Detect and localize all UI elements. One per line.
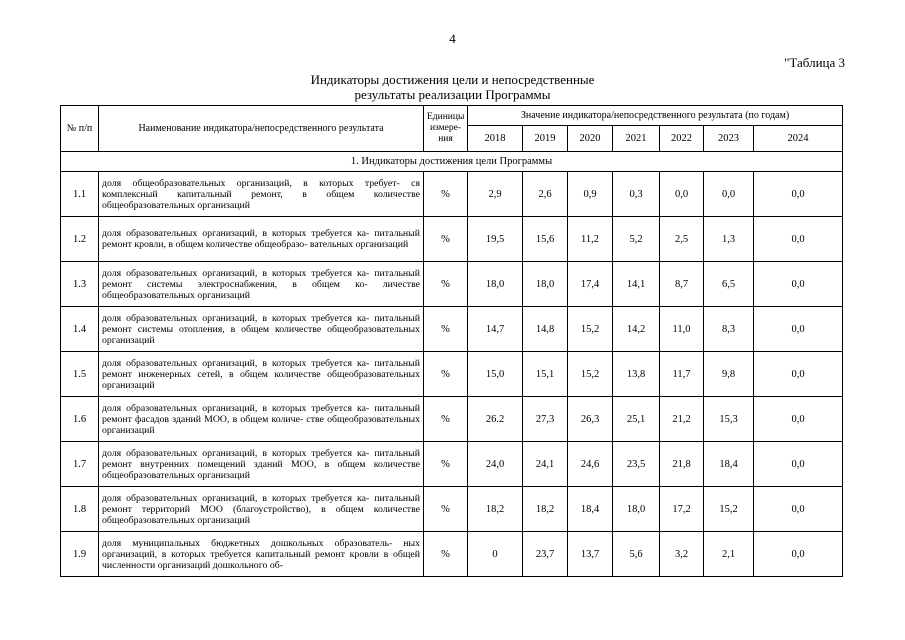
- table-row: [61, 487, 843, 532]
- unit-cell: %: [424, 172, 468, 217]
- value-cell-2024: 0,0: [754, 397, 843, 442]
- row-number: 1.8: [61, 487, 99, 532]
- value-cell-2021: 14,1: [613, 262, 660, 307]
- value-cell-2024: 0,0: [754, 217, 843, 262]
- value-cell-2022: 3,2: [660, 532, 704, 577]
- table-title-line-1: Индикаторы достижения цели и непосредственные: [310, 72, 595, 87]
- row-number: 1.4: [61, 307, 99, 352]
- row-number: 1.2: [61, 217, 99, 262]
- value-cell-2021: 18,0: [613, 487, 660, 532]
- indicator-name: доля образовательных организаций, в которых требуется ка- питальный ремонт территорий МОО (благоустройство), в общем количестве общеобразовательных организаций: [99, 487, 424, 532]
- value-cell-2020: 26,3: [568, 397, 613, 442]
- row-number: 1.9: [61, 532, 99, 577]
- value-cell-2020: 0,9: [568, 172, 613, 217]
- value-cell-2019: 27,3: [523, 397, 568, 442]
- value-cell-2018: 19,5: [468, 217, 523, 262]
- header-year-2022: 2022: [660, 126, 704, 152]
- value-cell-2020: 15,2: [568, 352, 613, 397]
- header-year-2020: 2020: [568, 126, 613, 152]
- unit-cell: %: [424, 532, 468, 577]
- value-cell-2022: 21,8: [660, 442, 704, 487]
- indicator-name: доля образовательных организаций, в которых требуется ка- питальный ремонт системы отопления, в общем количестве общеобразовательных организаций: [99, 307, 424, 352]
- value-cell-2020: 13,7: [568, 532, 613, 577]
- value-cell-2023: 15,2: [704, 487, 754, 532]
- value-cell-2018: 24,0: [468, 442, 523, 487]
- value-cell-2020: 24,6: [568, 442, 613, 487]
- indicator-name: доля муниципальных бюджетных дошкольных образователь- ных организаций, в которых требуется капитальный ремонт кровли в общей численности организаций дошкольного об-: [99, 532, 424, 577]
- header-name: Наименование индикатора/непосредственного результата: [99, 106, 424, 152]
- unit-cell: %: [424, 487, 468, 532]
- indicators-table: [60, 105, 843, 577]
- value-cell-2021: 5,2: [613, 217, 660, 262]
- value-cell-2019: 2,6: [523, 172, 568, 217]
- value-cell-2019: 18,2: [523, 487, 568, 532]
- value-cell-2024: 0,0: [754, 352, 843, 397]
- unit-cell: %: [424, 217, 468, 262]
- value-cell-2024: 0,0: [754, 307, 843, 352]
- indicator-name: доля образовательных организаций, в которых требуется ка- питальный ремонт системы электроснабжения, в общем ко- личестве общеобразовательных организаций: [99, 262, 424, 307]
- value-cell-2020: 11,2: [568, 217, 613, 262]
- row-number: 1.7: [61, 442, 99, 487]
- value-cell-2024: 0,0: [754, 442, 843, 487]
- value-cell-2019: 23,7: [523, 532, 568, 577]
- header-year-2018: 2018: [468, 126, 523, 152]
- value-cell-2019: 14,8: [523, 307, 568, 352]
- unit-cell: %: [424, 352, 468, 397]
- value-cell-2023: 18,4: [704, 442, 754, 487]
- table-row: [61, 307, 843, 352]
- value-cell-2018: 18,2: [468, 487, 523, 532]
- value-cell-2022: 8,7: [660, 262, 704, 307]
- value-cell-2022: 11,0: [660, 307, 704, 352]
- value-cell-2020: 17,4: [568, 262, 613, 307]
- value-cell-2020: 18,4: [568, 487, 613, 532]
- header-num: № п/п: [61, 106, 99, 152]
- value-cell-2023: 2,1: [704, 532, 754, 577]
- value-cell-2018: 26.2: [468, 397, 523, 442]
- header-unit: Единицы измере- ния: [424, 106, 468, 152]
- row-number: 1.3: [61, 262, 99, 307]
- header-year-2021: 2021: [613, 126, 660, 152]
- header-values: Значение индикатора/непосредственного результата (по годам): [468, 106, 843, 126]
- value-cell-2024: 0,0: [754, 172, 843, 217]
- value-cell-2018: 0: [468, 532, 523, 577]
- value-cell-2023: 8,3: [704, 307, 754, 352]
- value-cell-2019: 18,0: [523, 262, 568, 307]
- page-number: 4: [449, 31, 456, 46]
- value-cell-2019: 15,1: [523, 352, 568, 397]
- unit-cell: %: [424, 262, 468, 307]
- header-year-2024: 2024: [754, 126, 843, 152]
- section-heading: 1. Индикаторы достижения цели Программы: [61, 152, 843, 172]
- value-cell-2022: 0,0: [660, 172, 704, 217]
- value-cell-2024: 0,0: [754, 487, 843, 532]
- value-cell-2018: 2,9: [468, 172, 523, 217]
- value-cell-2022: 21,2: [660, 397, 704, 442]
- value-cell-2019: 24,1: [523, 442, 568, 487]
- row-number: 1.5: [61, 352, 99, 397]
- value-cell-2021: 14,2: [613, 307, 660, 352]
- value-cell-2021: 13,8: [613, 352, 660, 397]
- row-number: 1.6: [61, 397, 99, 442]
- indicator-name: доля образовательных организаций, в которых требуется ка- питальный ремонт фасадов зданий МОО, в общем количе- стве общеобразовательных организаций: [99, 397, 424, 442]
- header-year-2019: 2019: [523, 126, 568, 152]
- indicator-name: доля общеобразовательных организаций, в которых требует- ся комплексный капитальный ремонт, в общем количестве общеобразовательных организаций: [99, 172, 424, 217]
- table-row: [61, 442, 843, 487]
- table-title: [120, 72, 785, 102]
- unit-cell: %: [424, 397, 468, 442]
- value-cell-2021: 0,3: [613, 172, 660, 217]
- value-cell-2021: 23,5: [613, 442, 660, 487]
- value-cell-2023: 0,0: [704, 172, 754, 217]
- value-cell-2021: 25,1: [613, 397, 660, 442]
- table-label: "Таблица 3: [784, 55, 845, 70]
- table-row: [61, 352, 843, 397]
- value-cell-2023: 15,3: [704, 397, 754, 442]
- table-row: [61, 262, 843, 307]
- value-cell-2018: 18,0: [468, 262, 523, 307]
- value-cell-2022: 17,2: [660, 487, 704, 532]
- value-cell-2022: 2,5: [660, 217, 704, 262]
- value-cell-2024: 0,0: [754, 262, 843, 307]
- table-row: [61, 217, 843, 262]
- header-year-2023: 2023: [704, 126, 754, 152]
- indicator-name: доля образовательных организаций, в которых требуется ка- питальный ремонт кровли, в общем количестве общеобразо- вательных организаций: [99, 217, 424, 262]
- value-cell-2023: 1,3: [704, 217, 754, 262]
- value-cell-2023: 6,5: [704, 262, 754, 307]
- value-cell-2021: 5,6: [613, 532, 660, 577]
- value-cell-2020: 15,2: [568, 307, 613, 352]
- unit-cell: %: [424, 442, 468, 487]
- table-row: [61, 172, 843, 217]
- value-cell-2022: 11,7: [660, 352, 704, 397]
- table-title-line-2: результаты реализации Программы: [354, 87, 551, 102]
- value-cell-2018: 14,7: [468, 307, 523, 352]
- table-row: [61, 532, 843, 577]
- value-cell-2018: 15,0: [468, 352, 523, 397]
- row-number: 1.1: [61, 172, 99, 217]
- value-cell-2019: 15,6: [523, 217, 568, 262]
- table-row: [61, 397, 843, 442]
- value-cell-2024: 0,0: [754, 532, 843, 577]
- unit-cell: %: [424, 307, 468, 352]
- indicator-name: доля образовательных организаций, в которых требуется ка- питальный ремонт внутренних помещений зданий МОО, в общем количестве общеобразовательных организаций: [99, 442, 424, 487]
- value-cell-2023: 9,8: [704, 352, 754, 397]
- indicator-name: доля образовательных организаций, в которых требуется ка- питальный ремонт инженерных сетей, в общем количестве общеобразовательных организаций: [99, 352, 424, 397]
